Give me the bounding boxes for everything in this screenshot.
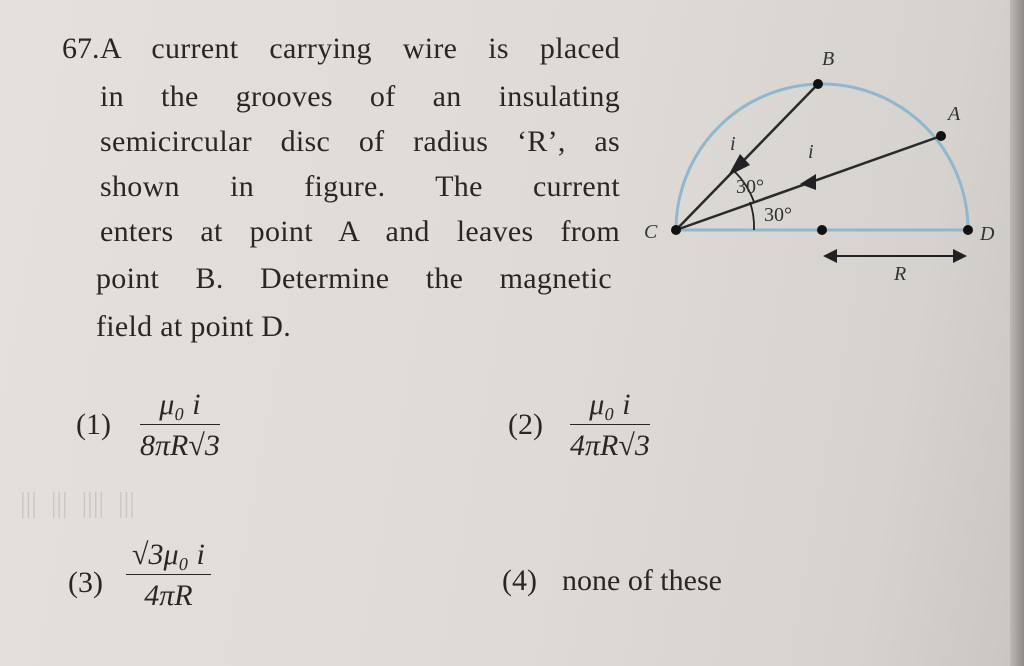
option-1-fraction[interactable] xyxy=(140,388,220,463)
option-1-numerator: μ₀ i xyxy=(140,388,220,425)
option-2-number[interactable]: (2) xyxy=(508,408,543,441)
point-c-dot xyxy=(671,225,681,235)
label-d: D xyxy=(980,223,995,245)
current-label-cb: i xyxy=(730,133,736,155)
bleed-through-text: ||| ||| |||| ||| xyxy=(20,488,135,519)
question-line-2: in the grooves of an insulating xyxy=(100,80,620,113)
angle-arc-lower xyxy=(750,202,754,230)
option-4-number[interactable]: (4) xyxy=(502,564,537,597)
label-c: C xyxy=(644,221,658,243)
semicircle-arc xyxy=(676,84,968,230)
option-1-denominator: 8πR√3 xyxy=(140,429,220,462)
radius-label: R xyxy=(894,263,907,285)
question-line-1: A current carrying wire is placed xyxy=(100,32,620,65)
center-dot xyxy=(817,225,827,235)
label-a: A xyxy=(948,103,961,125)
option-3-fraction[interactable] xyxy=(126,538,211,613)
label-b: B xyxy=(822,48,835,70)
option-2-denominator: 4πR√3 xyxy=(570,429,650,462)
point-a-dot xyxy=(936,131,946,141)
question-number: 67. xyxy=(62,32,100,65)
question-line-7: field at point D. xyxy=(96,310,292,343)
current-label-ca: i xyxy=(808,141,814,163)
current-arrow-ca xyxy=(800,174,816,190)
option-3-denominator: 4πR xyxy=(144,579,193,612)
question-line-6: point B. Determine the magnetic xyxy=(96,262,612,295)
point-b-dot xyxy=(813,79,823,89)
option-2-fraction[interactable] xyxy=(570,388,650,463)
question-line-4: shown in figure. The current xyxy=(100,170,620,203)
question-line-5: enters at point A and leaves from xyxy=(100,215,620,248)
option-3-numerator: √3μ₀ i xyxy=(126,538,211,575)
option-2-numerator: μ₀ i xyxy=(570,388,650,425)
point-d-dot xyxy=(963,225,973,235)
angle-label-upper: 30° xyxy=(736,176,764,198)
option-1-number[interactable]: (1) xyxy=(76,408,111,441)
option-4-text[interactable]: none of these xyxy=(562,564,722,597)
angle-label-lower: 30° xyxy=(764,204,792,226)
option-3-number[interactable]: (3) xyxy=(68,566,103,599)
semicircle-figure xyxy=(630,30,1024,320)
question-line-3: semicircular disc of radius ‘R’, as xyxy=(100,125,620,158)
